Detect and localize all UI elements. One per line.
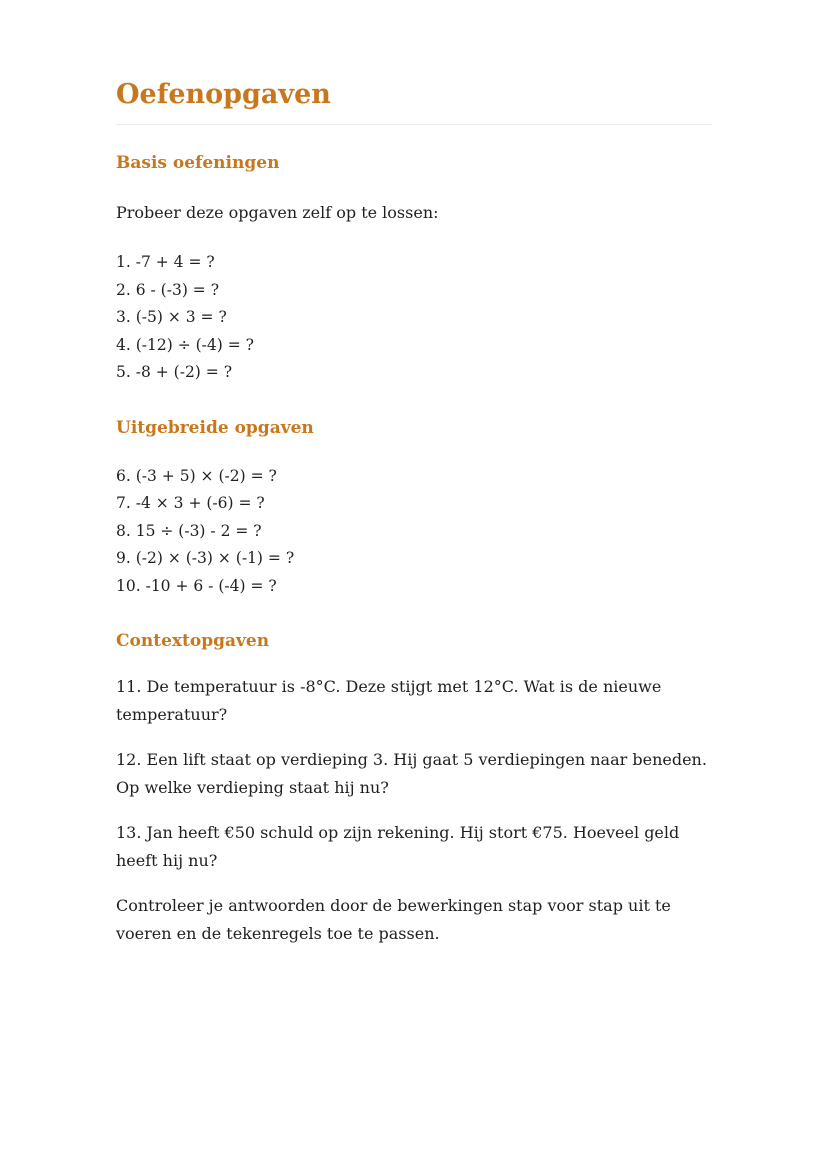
section-heading-basis: Basis oefeningen [116, 153, 280, 173]
context-exercise: 12. Een lift staat op verdieping 3. Hij gaat 5 verdiepingen naar beneden. Op welke verdieping staat hij nu? [116, 750, 707, 797]
exercise-item: 3. (-5) × 3 = ? [116, 308, 227, 326]
section-heading-uitgebreid: Uitgebreide opgaven [116, 417, 314, 438]
exercise-item: 5. -8 + (-2) = ? [116, 363, 233, 381]
title-divider [116, 124, 712, 125]
context-exercises [116, 673, 716, 948]
exercise-item: 10. -10 + 6 - (-4) = ? [116, 576, 277, 595]
exercise-list-basis [116, 249, 712, 387]
exercise-item: 4. (-12) ÷ (-4) = ? [116, 335, 254, 354]
section-heading-context: Contextopgaven [116, 631, 270, 651]
context-exercise: 11. De temperatuur is -8°C. Deze stijgt met 12°C. Wat is de nieuwe temperatuur? [116, 677, 662, 724]
exercise-item: 6. (-3 + 5) × (-2) = ? [116, 466, 277, 485]
page-title: Oefenopgaven [116, 79, 331, 110]
exercise-item: 8. 15 ÷ (-3) - 2 = ? [116, 521, 262, 540]
exercise-list-uitgebreid [116, 463, 712, 601]
exercise-item: 7. -4 × 3 + (-6) = ? [116, 494, 265, 512]
exercise-item: 9. (-2) × (-3) × (-1) = ? [116, 549, 295, 567]
intro-text: Probeer deze opgaven zelf op te lossen: [116, 203, 439, 222]
closing-text: Controleer je antwoorden door de bewerkingen stap voor stap uit te voeren en de tekenregels toe te passen. [116, 896, 671, 943]
exercise-item: 2. 6 - (-3) = ? [116, 280, 220, 299]
exercise-item: 1. -7 + 4 = ? [116, 253, 215, 271]
context-exercise: 13. Jan heeft €50 schuld op zijn rekening. Hij stort €75. Hoeveel geld heeft hij nu? [116, 823, 680, 870]
